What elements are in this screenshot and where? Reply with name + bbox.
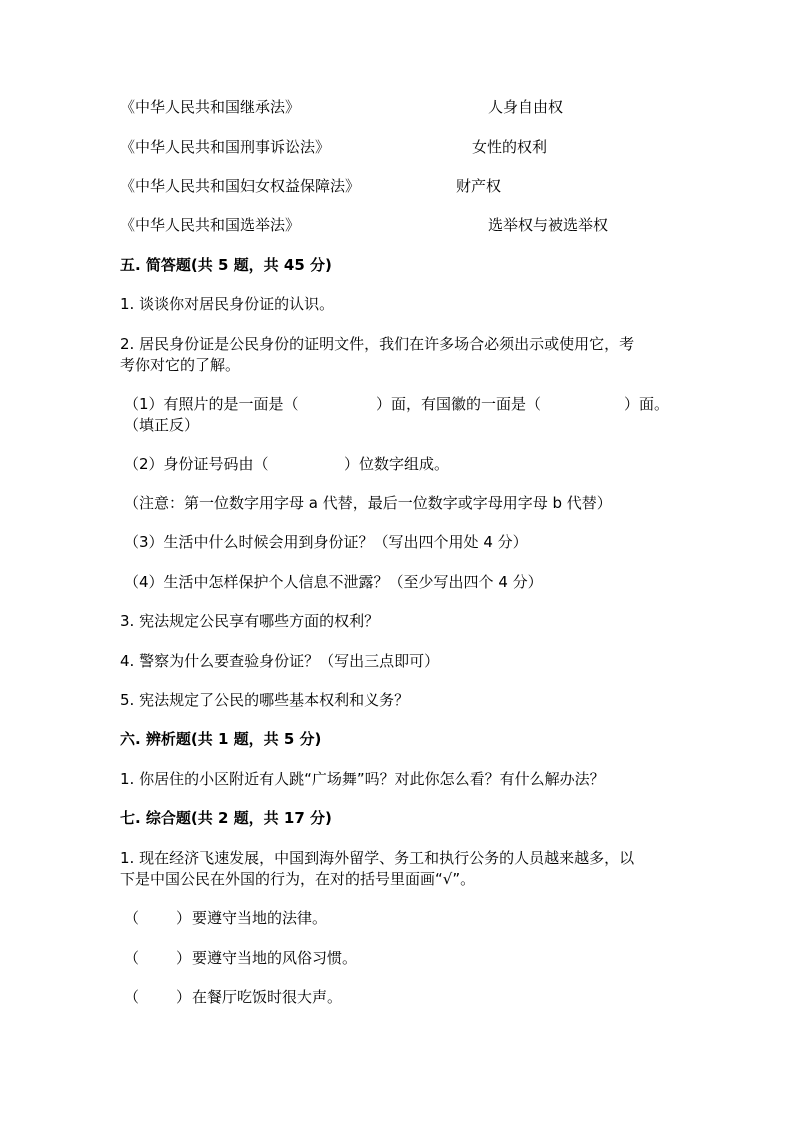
right-item-1: 人身自由权 xyxy=(488,98,564,116)
s5-q2-sub1-part-a: （1）有照片的是一面是（ xyxy=(124,395,299,413)
s7-item-1-close-paren: ） xyxy=(176,909,192,927)
right-item-2: 女性的权利 xyxy=(472,138,548,156)
section-5-heading: 五. 简答题(共 5 题，共 45 分) xyxy=(120,256,332,274)
s5-question-2-line1: 2. 居民身份证是公民身份的证明文件，我们在许多场合必须出示或使用它，考 xyxy=(120,335,635,353)
right-item-3: 财产权 xyxy=(456,177,502,195)
s5-q2-note: （注意：第一位数字用字母 a 代替，最后一位数字或字母用字母 b 代替） xyxy=(124,494,612,512)
s5-q2-sub2-part-a: （2）身份证号码由（ xyxy=(124,455,269,473)
law-item-4: 《中华人民共和国选举法》 xyxy=(120,216,301,234)
s5-question-2-line2: 考你对它的了解。 xyxy=(120,356,241,374)
s7-item-2-open-paren: （ xyxy=(124,949,140,967)
law-item-2: 《中华人民共和国刑事诉讼法》 xyxy=(120,138,331,156)
s6-question-1: 1. 你居住的小区附近有人跳“广场舞”吗？对此你怎么看？有什么解办法？ xyxy=(120,770,605,788)
s5-question-5: 5. 宪法规定了公民的哪些基本权利和义务？ xyxy=(120,691,410,709)
s7-item-3-close-paren: ） xyxy=(176,988,192,1006)
s5-question-1: 1. 谈谈你对居民身份证的认识。 xyxy=(120,295,335,313)
s7-question-1-line2: 下是中国公民在外国的行为，在对的括号里面画“√”。 xyxy=(120,870,476,888)
s7-item-2-close-paren: ） xyxy=(176,949,192,967)
s7-item-3-open-paren: （ xyxy=(124,988,140,1006)
s7-item-1-text: 要遵守当地的法律。 xyxy=(192,909,328,927)
right-item-4: 选举权与被选举权 xyxy=(488,216,609,234)
s5-q2-sub4: （4）生活中怎样保护个人信息不泄露？（至少写出四个 4 分） xyxy=(124,573,543,591)
s5-q2-sub2-part-b: ）位数字组成。 xyxy=(344,455,450,473)
s5-q2-sub1-part-b: ）面，有国徽的一面是（ xyxy=(376,395,542,413)
law-item-1: 《中华人民共和国继承法》 xyxy=(120,98,301,116)
s5-q2-sub3: （3）生活中什么时候会用到身份证？（写出四个用处 4 分） xyxy=(124,533,528,551)
law-item-3: 《中华人民共和国妇女权益保障法》 xyxy=(120,177,361,195)
section-7-heading: 七. 综合题(共 2 题，共 17 分) xyxy=(120,809,332,827)
s7-item-1-open-paren: （ xyxy=(124,909,140,927)
s7-item-2-text: 要遵守当地的风俗习惯。 xyxy=(192,949,358,967)
s5-q2-sub1-part-c: ）面。 xyxy=(624,395,670,413)
s5-q2-sub1-line2: （填正反） xyxy=(124,416,200,434)
s5-question-3: 3. 宪法规定公民享有哪些方面的权利？ xyxy=(120,612,380,630)
s7-question-1-line1: 1. 现在经济飞速发展，中国到海外留学、务工和执行公务的人员越来越多，以 xyxy=(120,849,635,867)
section-6-heading: 六. 辨析题(共 1 题，共 5 分) xyxy=(120,730,322,748)
s7-item-3-text: 在餐厅吃饭时很大声。 xyxy=(192,988,343,1006)
s5-question-4: 4. 警察为什么要查验身份证？（写出三点即可） xyxy=(120,652,440,670)
